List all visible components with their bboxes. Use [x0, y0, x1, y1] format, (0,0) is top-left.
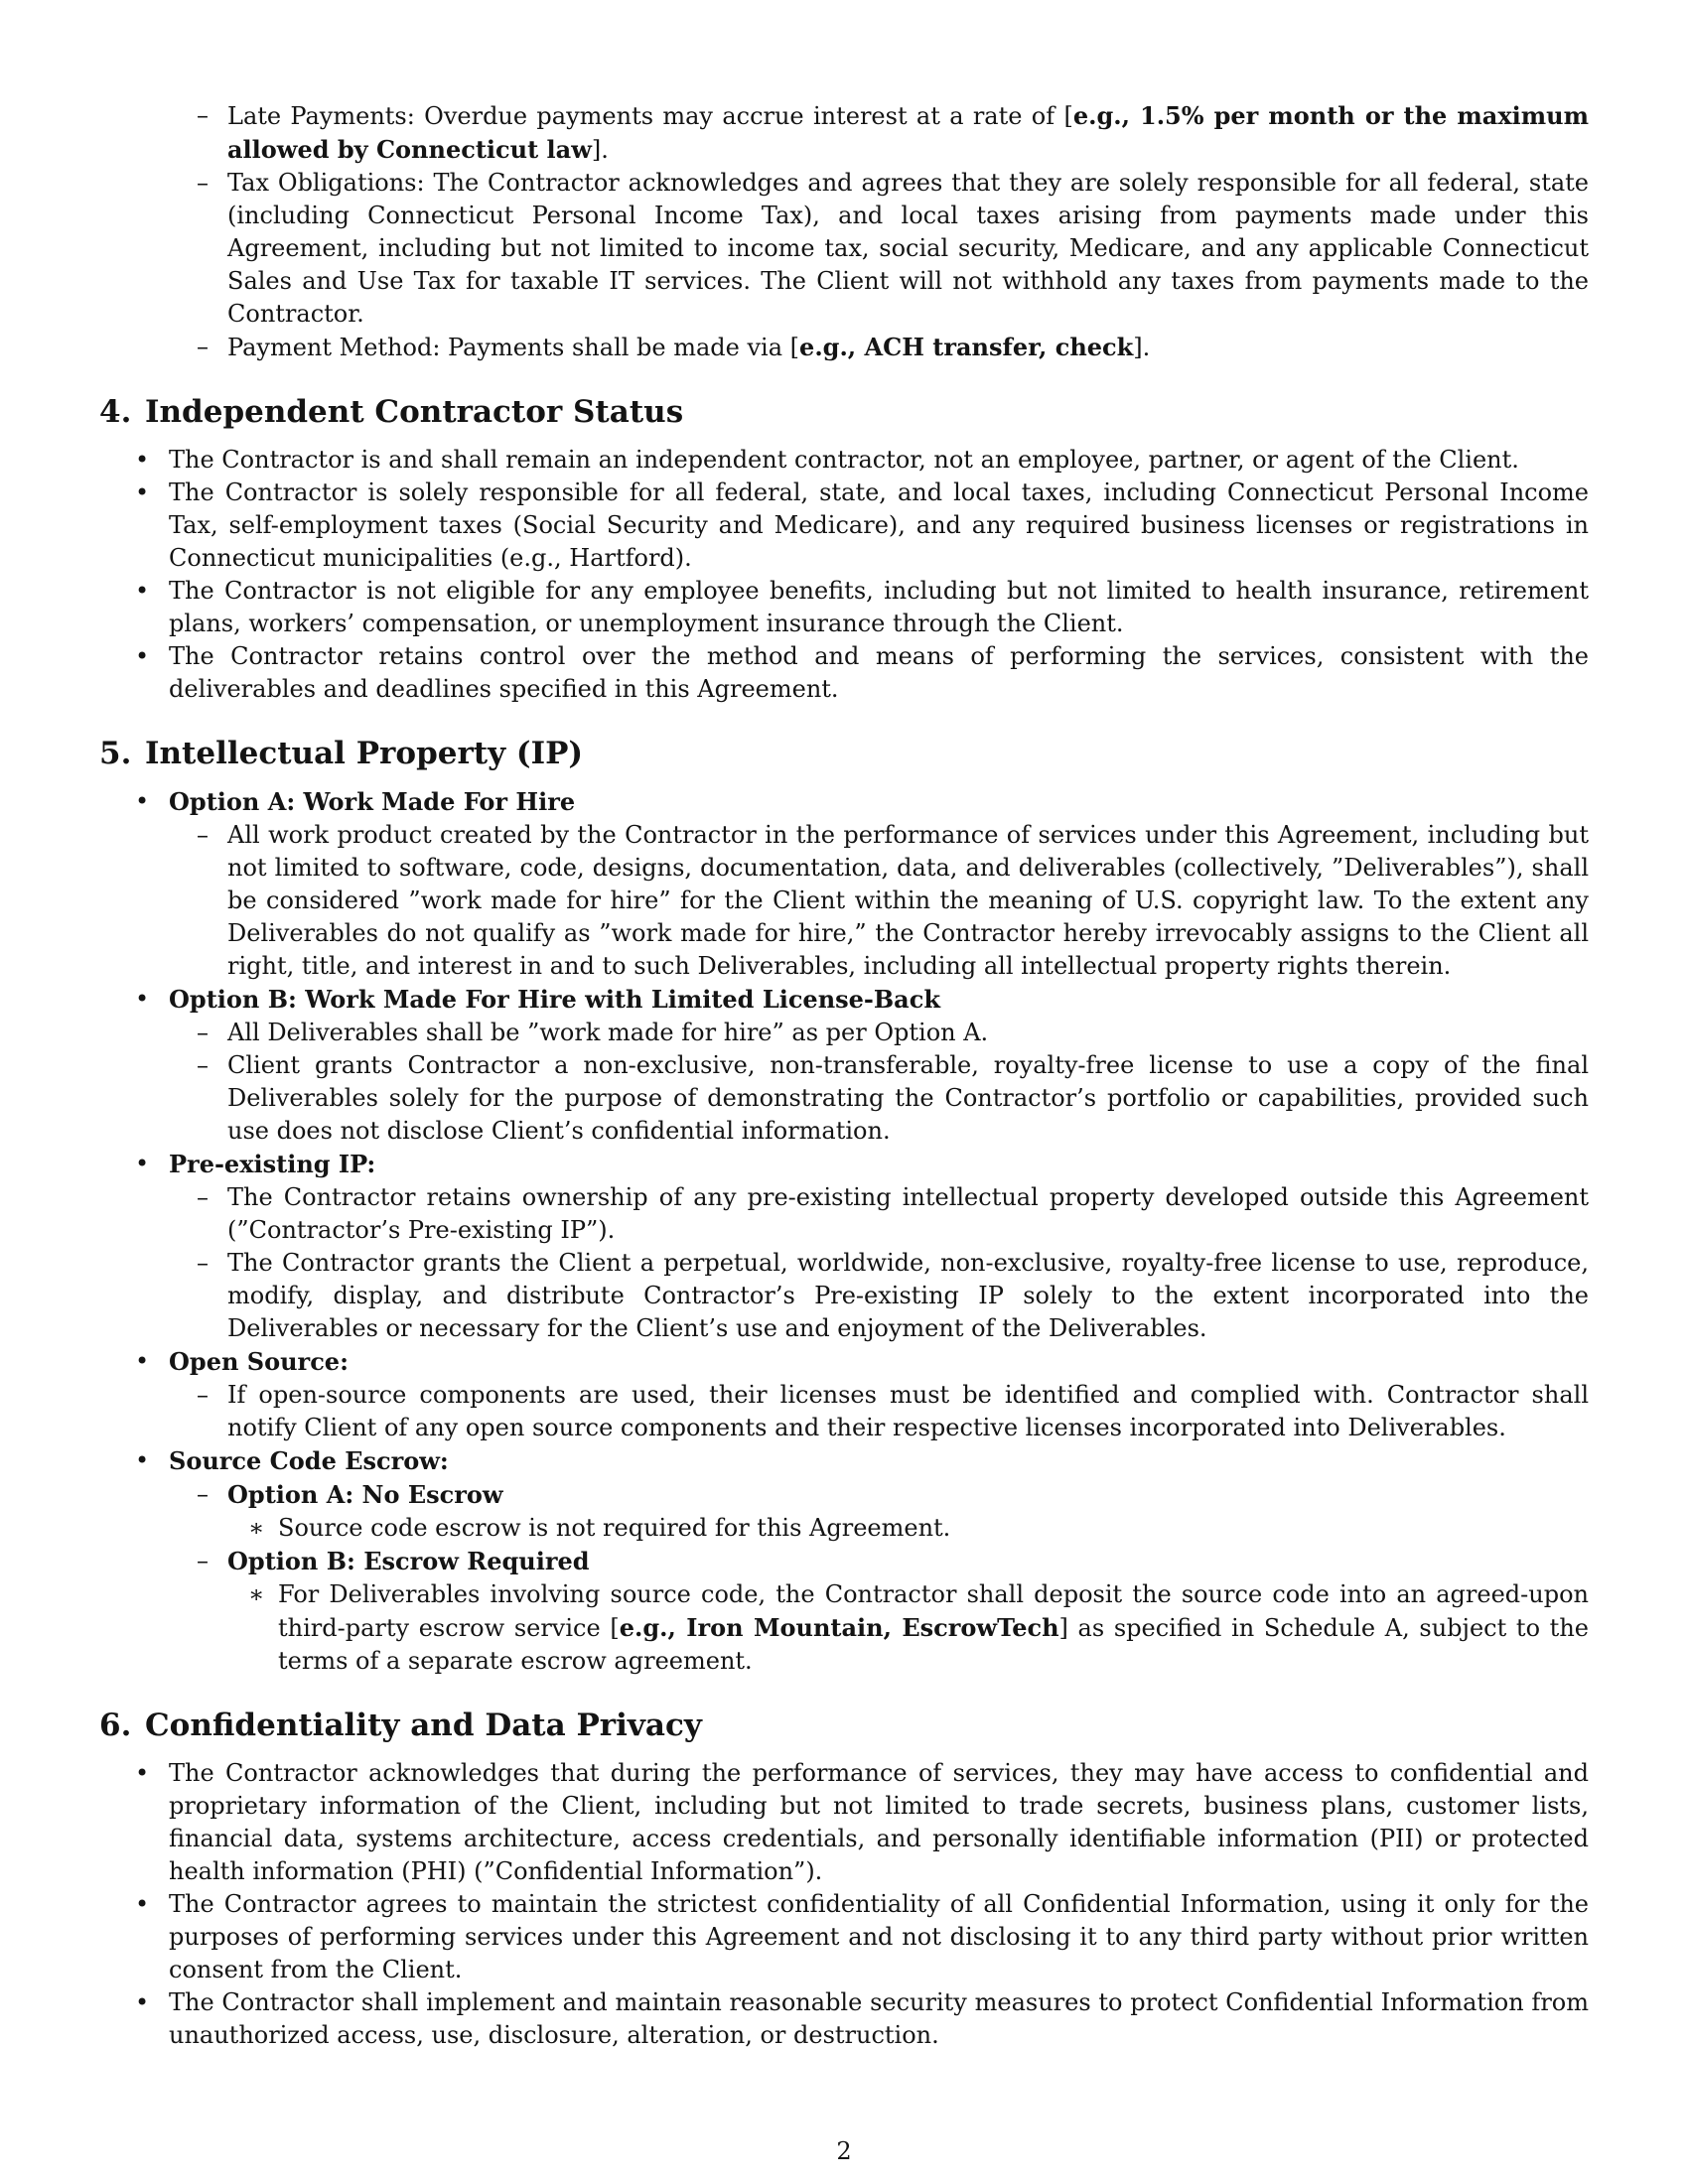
escrow-text-bold: e.g., Iron Mountain, EscrowTech [619, 1613, 1059, 1642]
dash-marker: – [197, 1249, 209, 1277]
tax-obligations-text: Tax Obligations: The Contractor acknowledges and agrees that they are solely responsible for all federal, state (including Connecticut Personal Income Tax), and local taxes arising from payments made under this Agreement, including but not limited to income tax, social security, Medicare, and any applicable Connecticut Sales and Use Tax for taxable IT services. The Client will not withhold any taxes from payments made to the Contractor. [227, 169, 1589, 328]
section-heading-4 [99, 392, 1589, 432]
list-item [99, 1757, 1589, 1888]
dash-marker: – [197, 1183, 209, 1211]
bullet-marker: • [135, 642, 150, 670]
list-item [99, 785, 1589, 819]
list-item [99, 331, 1589, 364]
section-heading-5 [99, 734, 1589, 773]
bullet-marker: • [135, 1759, 150, 1787]
list-item [99, 477, 1589, 575]
bullet-marker: • [135, 985, 150, 1013]
dash-marker: – [197, 1480, 209, 1508]
list-item-text: Source code escrow is not required for this Agreement. [278, 1514, 951, 1542]
escrow-text-end: ] as specified in Schedule A, subject to the terms of a separate escrow agreement. [278, 1614, 1589, 1675]
section-number: 6. [99, 1707, 132, 1743]
list-item-text: The Contractor is solely responsible for all federal, state, and local taxes, including Connecticut Personal Income Tax, self-employment taxes (Social Security and Medicare), and any required business licenses or registrations in Connecticut municipalities (e.g., Hartford). [169, 478, 1589, 572]
list-item [99, 1247, 1589, 1345]
list-item [99, 1345, 1589, 1379]
preexisting-heading: Pre-existing IP: [169, 1150, 376, 1178]
list-item-text: The Contractor is not eligible for any employee benefits, including but not limited to health insurance, retirement plans, workers’ compensation, or unemployment insurance through the Client. [169, 577, 1589, 637]
bullet-marker: • [135, 478, 150, 506]
list-item-text: The Contractor is and shall remain an independent contractor, not an employee, partner, or agent of the Client. [169, 446, 1519, 474]
bullet-marker: • [135, 446, 150, 474]
bullet-marker: • [135, 1446, 150, 1474]
bullet-marker: • [135, 1890, 150, 1918]
list-item [99, 1379, 1589, 1444]
dash-marker: – [197, 821, 209, 849]
option-a-heading: Option A: Work Made For Hire [169, 787, 576, 816]
late-payments-end: ]. [591, 136, 609, 164]
dash-marker: – [197, 101, 209, 129]
star-marker: ∗ [248, 1580, 265, 1608]
list-item [99, 1444, 1589, 1478]
section-number: 4. [99, 394, 132, 430]
list-item [99, 167, 1589, 331]
list-item [99, 1986, 1589, 2052]
bullet-marker: • [135, 787, 150, 815]
list-item [99, 1888, 1589, 1986]
list-item [99, 640, 1589, 706]
dash-marker: – [197, 169, 209, 197]
list-item-text: The Contractor retains ownership of any pre-existing intellectual property developed outside this Agreement (”Contractor’s Pre-existing IP”). [227, 1183, 1589, 1244]
escrow-text: For Deliverables involving source code, the Contractor shall deposit the source code into an agreed-upon third-party escrow service [ [278, 1580, 1589, 1642]
list-item-text: The Contractor agrees to maintain the strictest confidentiality of all Confidential Information, using it only for the purposes of performing services under this Agreement and not disclosing it to any third party without prior written consent from the Client. [169, 1890, 1589, 1983]
list-item-text: If open-source components are used, their licenses must be identified and complied with. Contractor shall notify Client of any open source components and their respective licenses incorporated into Deliverables. [227, 1381, 1589, 1441]
late-payments-bold: e.g., 1.5% per month or the maximum allowed by Connecticut law [227, 101, 1589, 164]
list-item-text: The Contractor grants the Client a perpetual, worldwide, non-exclusive, royalty-free license to use, reproduce, modify, display, and distribute Contractor’s Pre-existing IP solely to the extent incorporated into the Deliverables or necessary for the Client’s use and enjoyment of the Deliverables. [227, 1249, 1589, 1342]
list-item [99, 819, 1589, 983]
dash-marker: – [197, 1381, 209, 1409]
late-payments-text: Late Payments: Overdue payments may accrue interest at a rate of [ [227, 102, 1073, 130]
list-item [99, 99, 1589, 167]
escrow-option-b-heading: Option B: Escrow Required [227, 1547, 590, 1575]
list-item [99, 444, 1589, 477]
dash-marker: – [197, 1019, 209, 1046]
list-item [99, 1181, 1589, 1247]
page-number: 2 [836, 2137, 852, 2165]
star-marker: ∗ [248, 1514, 265, 1542]
section-heading-6 [99, 1706, 1589, 1745]
section-title: Independent Contractor Status [145, 394, 684, 430]
list-item [99, 1578, 1589, 1678]
dash-marker: – [197, 1051, 209, 1079]
bullet-marker: • [135, 1988, 150, 2016]
escrow-heading: Source Code Escrow: [169, 1446, 449, 1475]
list-item [99, 1049, 1589, 1148]
list-item [99, 983, 1589, 1017]
list-item [99, 1545, 1589, 1578]
option-b-heading: Option B: Work Made For Hire with Limited License-Back [169, 985, 940, 1014]
list-item [99, 1017, 1589, 1049]
dash-marker: – [197, 1547, 209, 1574]
bullet-marker: • [135, 1150, 150, 1177]
list-item [99, 1148, 1589, 1181]
list-item [99, 575, 1589, 640]
escrow-option-a-heading: Option A: No Escrow [227, 1480, 503, 1509]
list-item-text: The Contractor shall implement and maintain reasonable security measures to protect Confidential Information from unauthorized access, use, disclosure, alteration, or destruction. [169, 1988, 1589, 2049]
payment-method-end: ]. [1133, 334, 1151, 361]
list-item [99, 1478, 1589, 1512]
bullet-marker: • [135, 1347, 150, 1375]
list-item [99, 1512, 1589, 1545]
payment-method-text: Payment Method: Payments shall be made via [ [227, 334, 800, 361]
list-item-text: All work product created by the Contractor in the performance of services under this Agreement, including but not limited to software, code, designs, documentation, data, and deliverables (collectively, ”Deliverables”), shall be considered ”work made for hire” for the Client within the meaning of U.S. copyright law. To the extent any Deliverables do not qualify as ”work made for hire,” the Contractor hereby irrevocably assigns to the Client all right, title, and interest in and to such Deliverables, including all intellectual property rights therein. [227, 821, 1589, 980]
open-source-heading: Open Source: [169, 1347, 349, 1376]
bullet-marker: • [135, 577, 150, 605]
list-item-text: All Deliverables shall be ”work made for hire” as per Option A. [227, 1019, 989, 1046]
dash-marker: – [197, 333, 209, 360]
section-title: Intellectual Property (IP) [145, 736, 584, 771]
list-item-text: Client grants Contractor a non-exclusive, non-transferable, royalty-free license to use a copy of the final Deliverables solely for the purpose of demonstrating the Contractor’s portfolio or capabilities, provided such use does not disclose Client’s confidential information. [227, 1051, 1589, 1145]
payment-method-bold: e.g., ACH transfer, check [799, 333, 1134, 361]
list-item-text: The Contractor retains control over the method and means of performing the services, consistent with the deliverables and deadlines specified in this Agreement. [169, 642, 1589, 703]
document-page [99, 99, 1589, 2052]
section-title: Confidentiality and Data Privacy [145, 1707, 702, 1743]
section-number: 5. [99, 736, 132, 771]
list-item-text: The Contractor acknowledges that during the performance of services, they may have access to confidential and proprietary information of the Client, including but not limited to trade secrets, business plans, customer lists, financial data, systems architecture, access credentials, and personally identifiable information (PII) or protected health information (PHI) (”Confidential Information”). [169, 1759, 1589, 1885]
